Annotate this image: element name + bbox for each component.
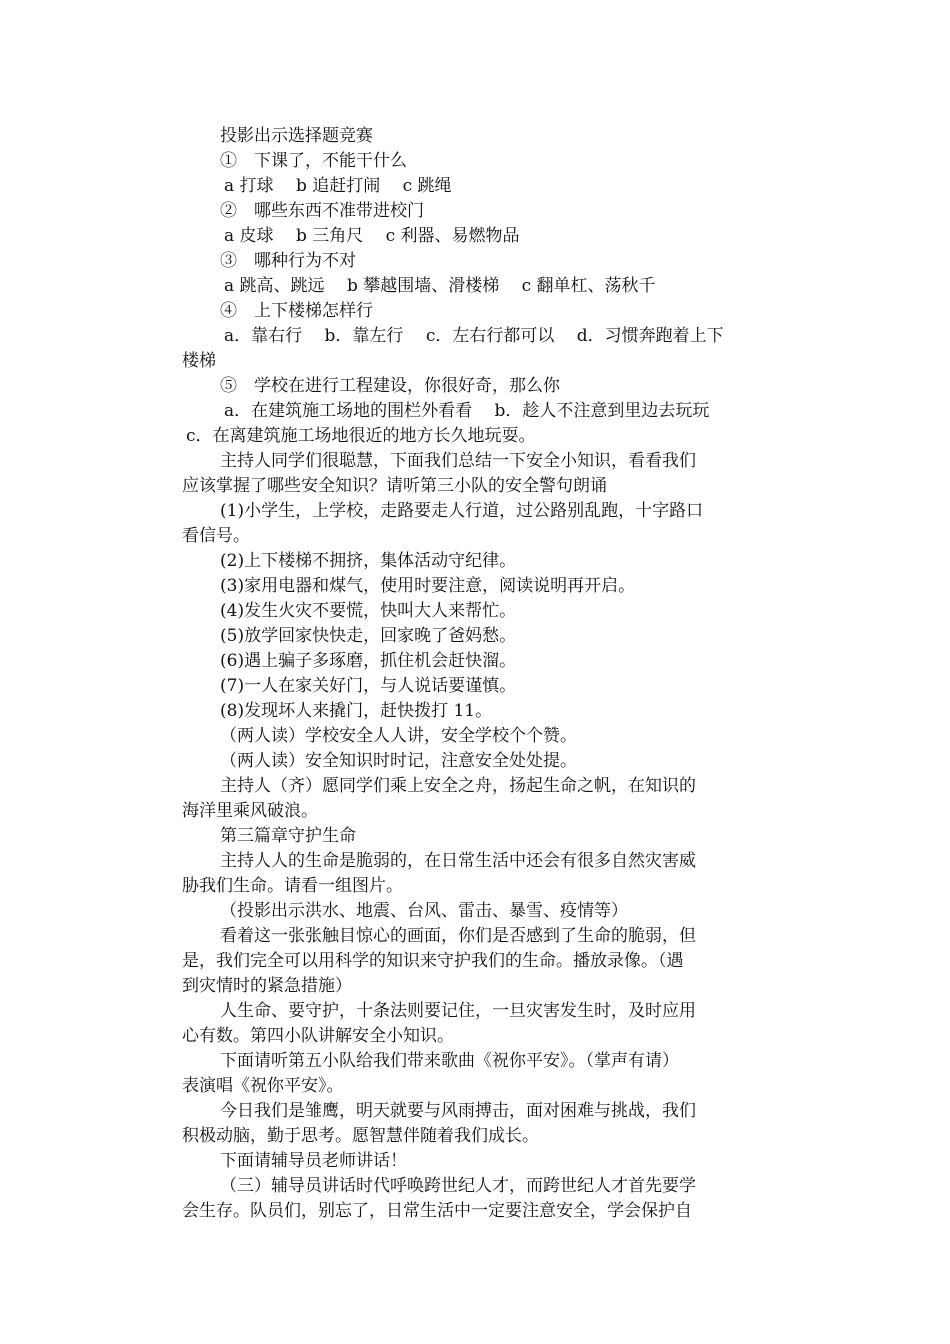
text-line: ④ 上下楼梯怎样行 (220, 301, 373, 321)
text-line: (3)家用电器和煤气，使用时要注意，阅读说明再开启。 (220, 576, 636, 596)
text-line: (1)小学生，上学校，走路要走人行道，过公路别乱跑，十字路口 (220, 501, 704, 521)
text-line: a．靠右行 b．靠左行 c．左右行都可以 d．习惯奔跑着上下 (224, 326, 724, 346)
text-line: 海洋里乘风破浪。 (182, 801, 318, 821)
text-line: 第三篇章守护生命 (220, 826, 356, 846)
text-line: a 皮球 b 三角尺 c 利器、易燃物品 (224, 226, 520, 246)
text-line: (5)放学回家快快走，回家晚了爸妈愁。 (220, 626, 517, 646)
text-line: 看着这一张张触目惊心的画面，你们是否感到了生命的脆弱，但 (220, 926, 696, 946)
text-line: 应该掌握了哪些安全知识？请听第三小队的安全警句朗诵 (182, 476, 607, 496)
text-line: 楼梯 (182, 351, 216, 371)
text-line: (6)遇上骗子多琢磨，抓住机会赶快溜。 (220, 651, 517, 671)
text-line: 今日我们是雏鹰，明天就要与风雨搏击，面对困难与挑战，我们 (220, 1101, 696, 1121)
text-line: 是，我们完全可以用科学的知识来守护我们的生命。播放录像。（遇 (182, 951, 684, 971)
text-line: (4)发生火灾不要慌，快叫大人来帮忙。 (220, 601, 517, 621)
text-line: （投影出示洪水、地震、台风、雷击、暴雪、疫情等） (220, 901, 628, 921)
text-line: a．在建筑施工场地的围栏外看看 b．趁人不注意到里边去玩玩 (224, 401, 710, 421)
text-line: 主持人人的生命是脆弱的，在日常生活中还会有很多自然灾害威 (220, 851, 696, 871)
text-line: ② 哪些东西不准带进校门 (220, 201, 424, 221)
text-line: 人生命、要守护，十条法则要记住，一旦灾害发生时，及时应用 (220, 1001, 696, 1021)
text-line: 胁我们生命。请看一组图片。 (182, 876, 403, 896)
text-line: 主持人（齐）愿同学们乘上安全之舟，扬起生命之帆，在知识的 (220, 776, 696, 796)
text-line: a 跳高、跳远 b 攀越围墙、滑楼梯 c 翻单杠、荡秋千 (224, 276, 656, 296)
text-line: (7)一人在家关好门，与人说话要谨慎。 (220, 676, 517, 696)
text-line: ③ 哪种行为不对 (220, 251, 356, 271)
text-line: 表演唱《祝你平安》。 (182, 1076, 344, 1096)
text-line: 积极动脑，勤于思考。愿智慧伴随着我们成长。 (182, 1126, 539, 1146)
text-line: 看信号。 (182, 526, 250, 546)
text-line: （三）辅导员讲话时代呼唤跨世纪人才，而跨世纪人才首先要学 (220, 1176, 696, 1196)
text-line: (8)发现坏人来撬门，赶快拨打 11。 (220, 701, 493, 721)
text-line: 心有数。第四小队讲解安全小知识。 (182, 1026, 454, 1046)
text-line: 主持人同学们很聪慧，下面我们总结一下安全小知识，看看我们 (220, 451, 696, 471)
text-line: 投影出示选择题竞赛 (220, 126, 373, 146)
text-line: (2)上下楼梯不拥挤，集体活动守纪律。 (220, 551, 517, 571)
text-line: c．在离建筑施工场地很近的地方长久地玩耍。 (186, 426, 536, 446)
text-line: （两人读）安全知识时时记，注意安全处处提。 (220, 751, 577, 771)
text-line: 下面请听第五小队给我们带来歌曲《祝你平安》。（掌声有请） (220, 1051, 679, 1071)
text-line: （两人读）学校安全人人讲，安全学校个个赞。 (220, 726, 577, 746)
text-line: ① 下课了，不能干什么 (220, 151, 407, 171)
text-line: ⑤ 学校在进行工程建设，你很好奇，那么你 (220, 376, 560, 396)
text-line: 会生存。队员们，别忘了，日常生活中一定要注意安全，学会保护自 (182, 1201, 692, 1221)
text-line: 下面请辅导员老师讲话！ (220, 1151, 407, 1171)
text-line: a 打球 b 追赶打闹 c 跳绳 (224, 176, 452, 196)
text-line: 到灾情时的紧急措施） (182, 976, 352, 996)
